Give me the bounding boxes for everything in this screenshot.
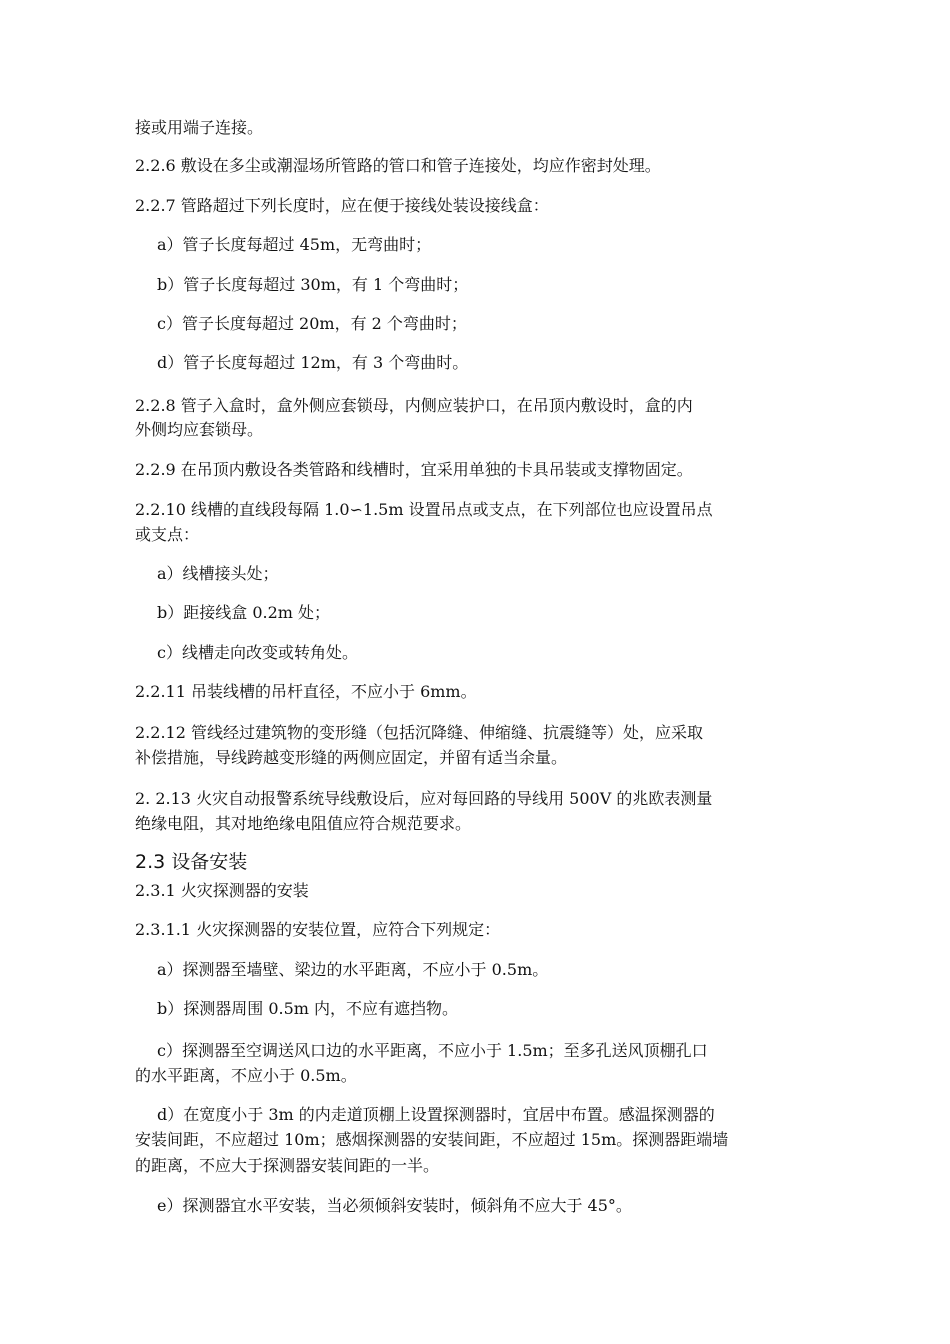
clause-2-2-6: 2.2.6 敷设在多尘或潮湿场所管路的管口和管子连接处，均应作密封处理。: [135, 156, 661, 175]
list-item-c: c）线槽走向改变或转角处。: [157, 643, 358, 662]
clause-2-2-8: 2.2.8 管子入盒时，盒外侧应套锁母，内侧应装护口，在吊顶内敷设时，盒的内: [135, 396, 693, 415]
clause-2-2-11: 2.2.11 吊装线槽的吊杆直径，不应小于 6mm。: [135, 682, 477, 701]
list-item-a: a）探测器至墙壁、梁边的水平距离，不应小于 0.5m。: [157, 960, 549, 979]
clause-2-2-9: 2.2.9 在吊顶内敷设各类管路和线槽时，宜采用单独的卡具吊装或支撑物固定。: [135, 460, 693, 479]
section-heading: 2.3 设备安装: [135, 851, 248, 873]
list-item-e: e）探测器宜水平安装，当必须倾斜安装时，倾斜角不应大于 45°。: [157, 1196, 632, 1215]
clause-2-2-12: 2.2.12 管线经过建筑物的变形缝（包括沉降缝、伸缩缝、抗震缝等）处，应采取: [135, 723, 703, 742]
list-item-a: a）线槽接头处；: [157, 564, 279, 583]
text-line: 外侧均应套锁母。: [135, 420, 264, 439]
list-item-b: b）探测器周围 0.5m 内，不应有遮挡物。: [157, 999, 459, 1018]
list-item-d: d）在宽度小于 3m 的内走道顶棚上设置探测器时，宜居中布置。感温探测器的: [157, 1105, 715, 1124]
subsection-heading: 2.3.1 火灾探测器的安装: [135, 881, 309, 900]
text-line: 补偿措施，导线跨越变形缝的两侧应固定，并留有适当余量。: [135, 748, 568, 767]
text-line: 的水平距离，不应小于 0.5m。: [135, 1066, 357, 1085]
clause-2-2-13: 2. 2.13 火灾自动报警系统导线敷设后，应对每回路的导线用 500V 的兆欧表测量: [135, 789, 713, 808]
text-line: 绝缘电阻，其对地绝缘电阻值应符合规范要求。: [135, 814, 472, 833]
text-line: 接或用端子连接。: [135, 118, 264, 137]
list-item-d: d）管子长度每超过 12m，有 3 个弯曲时。: [157, 353, 469, 372]
list-item-c: c）探测器至空调送风口边的水平距离，不应小于 1.5m；至多孔送风顶棚孔口: [157, 1041, 708, 1060]
list-item-c: c）管子长度每超过 20m，有 2 个弯曲时；: [157, 314, 467, 333]
clause-2-3-1-1: 2.3.1.1 火灾探测器的安装位置，应符合下列规定：: [135, 920, 501, 939]
list-item-b: b）距接线盒 0.2m 处；: [157, 603, 331, 622]
text-line: 安装间距，不应超过 10m；感烟探测器的安装间距，不应超过 15m。探测器距端墙: [135, 1130, 729, 1149]
list-item-a: a）管子长度每超过 45m，无弯曲时；: [157, 235, 432, 254]
text-line: 的距离，不应大于探测器安装间距的一半。: [135, 1156, 440, 1175]
list-item-b: b）管子长度每超过 30m，有 1 个弯曲时；: [157, 275, 469, 294]
clause-2-2-10: 2.2.10 线槽的直线段每隔 1.0∽1.5m 设置吊点或支点，在下列部位也应设置吊点: [135, 500, 713, 519]
text-line: 或支点：: [135, 525, 200, 544]
clause-2-2-7: 2.2.7 管路超过下列长度时，应在便于接线处装设接线盒：: [135, 196, 549, 215]
